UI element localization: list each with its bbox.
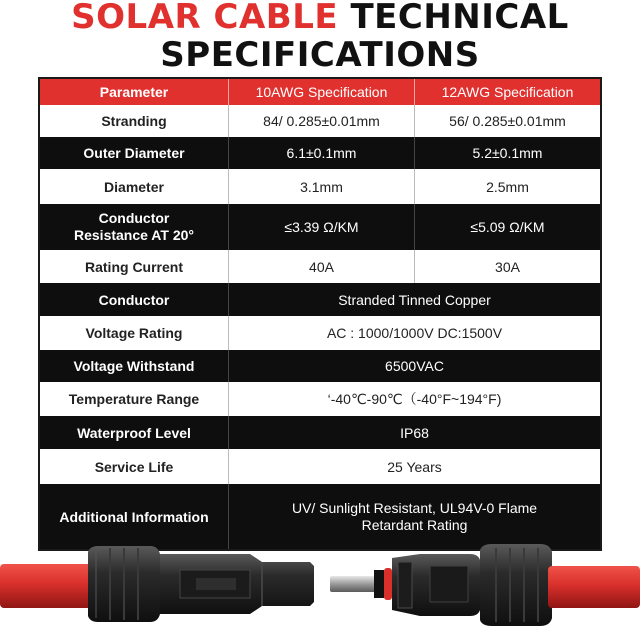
spec-table (38, 77, 602, 551)
right-cable (548, 566, 640, 608)
row-param: Conductor (98, 291, 170, 308)
header-10awg: 10AWG Specification (228, 79, 414, 105)
table-row (40, 382, 600, 416)
page-title (0, 0, 640, 74)
row-param: Stranding (101, 113, 167, 129)
row-value: 25 Years (228, 449, 600, 484)
row-param: Waterproof Level (77, 424, 191, 441)
table-row (40, 204, 600, 250)
row-param-line2: Resistance AT 20° (74, 227, 194, 243)
table-row (40, 137, 600, 169)
row-value-10awg: 6.1±0.1mm (228, 137, 414, 169)
table-row (40, 250, 600, 283)
table-row (40, 283, 600, 316)
row-value-12awg: ≤5.09 Ω/KM (414, 204, 600, 250)
left-connector (88, 546, 314, 622)
table-row (40, 316, 600, 350)
left-cable (0, 564, 100, 608)
row-param: Service Life (94, 458, 174, 475)
row-param: Voltage Rating (85, 325, 183, 341)
table-row (40, 449, 600, 484)
row-value-12awg: 56/ 0.285±0.01mm (414, 105, 600, 137)
header-12awg: 12AWG Specification (414, 79, 600, 105)
row-value: AC : 1000/1000V DC:1500V (228, 316, 600, 350)
row-value: 6500VAC (228, 350, 600, 382)
row-value-12awg: 30A (414, 250, 600, 283)
table-row (40, 350, 600, 382)
row-param: Outer Diameter (83, 145, 185, 161)
row-param-line1: Conductor (98, 210, 170, 226)
mc4-connectors-image (0, 540, 640, 627)
row-value-line1: UV/ Sunlight Resistant, UL94V-0 Flame (291, 499, 538, 516)
row-value: ‘-40℃-90℃（-40°F~194°F) (228, 382, 600, 416)
table-row (40, 105, 600, 137)
row-param: Temperature Range (68, 391, 200, 407)
right-connector (330, 544, 552, 626)
row-value-12awg: 2.5mm (414, 169, 600, 204)
row-param: Additional Information (59, 508, 209, 525)
row-value-10awg: 84/ 0.285±0.01mm (228, 105, 414, 137)
row-param: Rating Current (85, 258, 183, 275)
row-param (40, 204, 228, 250)
row-value-10awg: 3.1mm (228, 169, 414, 204)
title-black: TECHNICAL (350, 0, 569, 37)
row-value-line2: Retardant Rating (361, 516, 468, 533)
table-row (40, 416, 600, 449)
row-value-12awg: 5.2±0.1mm (414, 137, 600, 169)
row-param: Diameter (104, 178, 164, 195)
row-value-10awg: 40A (228, 250, 414, 283)
row-value: IP68 (228, 416, 600, 449)
row-param: Voltage Withstand (73, 358, 195, 374)
row-value-10awg: ≤3.39 Ω/KM (228, 204, 414, 250)
table-row (40, 169, 600, 204)
table-header (40, 79, 600, 105)
title-line2: SPECIFICATIONS (160, 35, 480, 75)
header-parameter: Parameter (99, 84, 169, 100)
title-red: SOLAR CABLE (71, 0, 339, 37)
row-value: Stranded Tinned Copper (228, 283, 600, 316)
